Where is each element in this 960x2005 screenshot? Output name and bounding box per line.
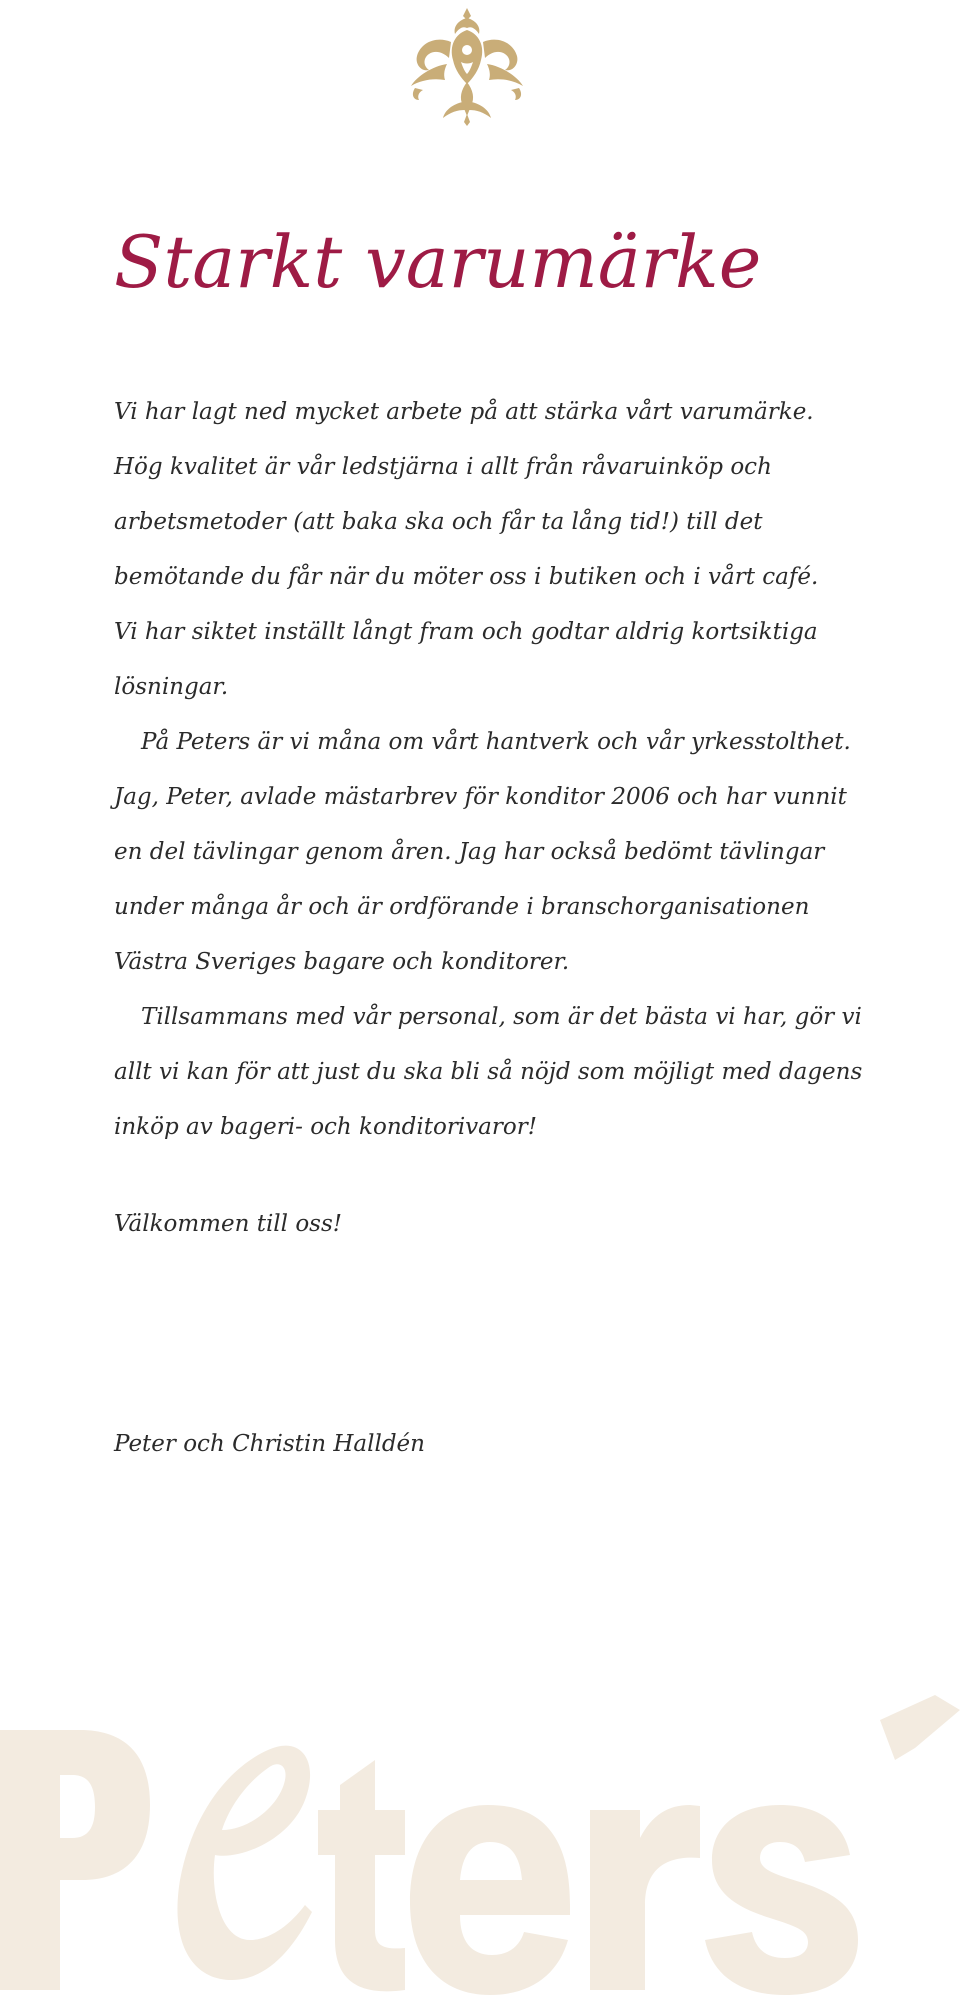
welcome-text: Välkommen till oss! xyxy=(114,1211,343,1237)
signature: Peter och Christin Halldén xyxy=(114,1431,425,1457)
text-line: allt vi kan för att just du ska bli så nöjd som möjligt med dagens xyxy=(114,1059,863,1085)
text-line: inköp av bageri- och konditorivaror! xyxy=(114,1114,537,1140)
gold-damask-ornament-icon xyxy=(403,6,531,126)
text-line: Tillsammans med vår personal, som är det bästa vi har, gör vi xyxy=(141,1004,862,1030)
text-line: en del tävlingar genom åren. Jag har också bedömt tävlingar xyxy=(114,839,825,865)
text-line: Vi har siktet inställt långt fram och godtar aldrig kortsiktiga xyxy=(114,619,818,645)
body-text xyxy=(114,385,863,1155)
text-line: Hög kvalitet är vår ledstjärna i allt från råvaruinköp och xyxy=(114,454,772,480)
text-line: Vi har lagt ned mycket arbete på att stärka vårt varumärke. xyxy=(114,399,814,425)
text-line: arbetsmetoder (att baka ska och får ta lång tid!) till det xyxy=(114,509,763,535)
text-line: under många år och är ordförande i branschorganisationen xyxy=(114,894,810,920)
text-line: lösningar. xyxy=(114,674,229,700)
text-line: Västra Sveriges bagare och konditorer. xyxy=(114,949,570,975)
text-line: På Peters är vi måna om vårt hantverk och vår yrkesstolthet. xyxy=(141,729,851,755)
text-line: Jag, Peter, avlade mästarbrev för konditor 2006 och har vunnit xyxy=(114,784,847,810)
text-line: bemötande du får när du möter oss i butiken och i vårt café. xyxy=(114,564,819,590)
page-title: Starkt varumärke xyxy=(114,220,762,304)
peters-watermark-logo xyxy=(0,1690,960,2000)
